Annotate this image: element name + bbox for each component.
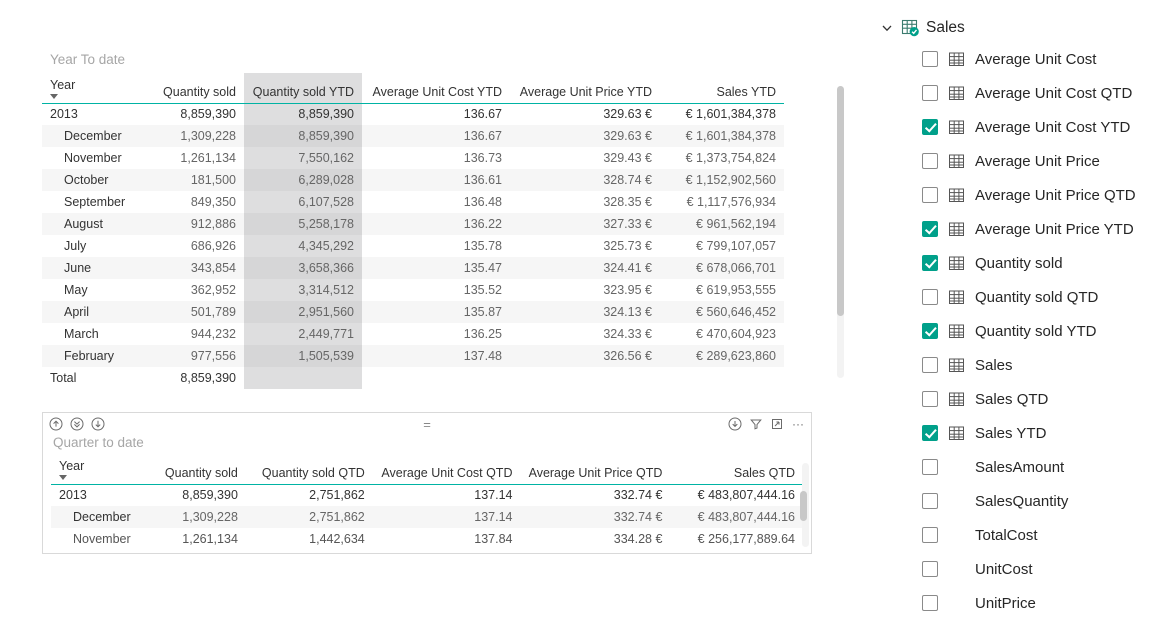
column-header-average-unit-price-ytd[interactable]: Average Unit Price YTD: [510, 73, 660, 103]
field-row-sales-ytd[interactable]: [874, 416, 1176, 450]
qtd-table-body: [51, 484, 803, 550]
cell-average-unit-cost-ytd: 136.67: [463, 107, 502, 122]
qtd-scrollbar-track[interactable]: [802, 463, 809, 547]
field-row-average-unit-cost-ytd[interactable]: [874, 110, 1176, 144]
table-row[interactable]: [51, 528, 803, 550]
cell-average-unit-cost-ytd: 136.48: [463, 195, 502, 209]
field-label: Average Unit Price: [975, 152, 1100, 170]
cell-average-unit-price-ytd: 324.41 €: [603, 261, 652, 275]
field-label: Quantity sold: [975, 254, 1063, 272]
cell-quantity-sold-qtd: 2,751,862: [309, 510, 365, 524]
cell-quantity-sold: 343,854: [190, 261, 236, 275]
row-label: November: [73, 532, 131, 546]
table-row[interactable]: [51, 484, 803, 506]
field-row-average-unit-cost[interactable]: [874, 42, 1176, 76]
cell-quantity-sold-ytd: 8,859,390: [244, 103, 362, 125]
cell-quantity-sold-ytd: 2,449,771: [244, 323, 362, 345]
field-row-unitprice[interactable]: [874, 586, 1176, 620]
cell-average-unit-price-ytd: 324.13 €: [603, 305, 652, 319]
cell-quantity-sold: 1,261,134: [180, 151, 236, 165]
cell-sales-ytd: € 470,604,923: [696, 327, 776, 341]
more-options-icon[interactable]: ···: [792, 417, 804, 431]
field-checkbox[interactable]: [922, 425, 938, 441]
cell-quantity-sold: 1,309,228: [182, 510, 238, 524]
cell-quantity-sold-qtd: 2,751,862: [309, 488, 365, 503]
sort-descending-icon[interactable]: [50, 94, 58, 99]
cell-sales-ytd: € 289,623,860: [696, 349, 776, 363]
drill-down-expand-icon[interactable]: [70, 417, 84, 431]
ytd-table-header: [42, 73, 784, 103]
field-label: Sales YTD: [975, 424, 1047, 442]
cell-average-unit-cost-ytd: 136.22: [463, 217, 502, 231]
measure-icon: [948, 255, 965, 272]
total-quantity-sold: 8,859,390: [180, 371, 236, 385]
field-checkbox[interactable]: [922, 119, 938, 135]
field-row-average-unit-price[interactable]: [874, 144, 1176, 178]
cell-average-unit-cost-ytd: 136.61: [463, 173, 502, 187]
row-label: September: [64, 195, 126, 209]
cell-quantity-sold: 686,926: [190, 239, 236, 253]
measure-icon: [948, 119, 965, 136]
measure-icon: [948, 357, 965, 374]
field-row-average-unit-price-ytd[interactable]: [874, 212, 1176, 246]
fields-table-sales[interactable]: [874, 14, 1176, 42]
visual-title-qtd: Quarter to date: [53, 435, 144, 450]
column-header-quantity-sold-qtd[interactable]: Quantity sold QTD: [246, 454, 373, 484]
table-row[interactable]: [42, 169, 784, 191]
cell-average-unit-cost-qtd: 137.84: [474, 532, 513, 546]
cell-average-unit-price-ytd: 324.33 €: [603, 327, 652, 341]
cell-quantity-sold-ytd: 5,258,178: [244, 213, 362, 235]
drill-up-icon[interactable]: [49, 417, 63, 431]
cell-average-unit-price-ytd: 328.74 €: [603, 173, 652, 187]
cell-quantity-sold: 362,952: [190, 283, 236, 297]
cell-quantity-sold: 849,350: [190, 195, 236, 209]
cell-sales-qtd: € 256,177,889.64: [697, 532, 795, 546]
expand-icon[interactable]: [770, 417, 784, 431]
table-row[interactable]: [42, 103, 784, 125]
column-header-year-label: Year: [59, 458, 85, 473]
ytd-table-wrap: [42, 73, 854, 389]
cell-quantity-sold: 8,859,390: [182, 488, 238, 503]
column-header-year[interactable]: [51, 454, 150, 484]
column-header-year[interactable]: [42, 73, 146, 103]
qtd-table-header: [51, 454, 803, 484]
cell-average-unit-cost-ytd: 135.52: [463, 283, 502, 297]
qtd-matrix-table[interactable]: [51, 454, 803, 550]
table-row[interactable]: [42, 213, 784, 235]
cell-average-unit-price-ytd: 329.43 €: [603, 151, 652, 165]
field-checkbox[interactable]: [922, 221, 938, 237]
cell-sales-ytd: € 1,601,384,378: [685, 107, 776, 122]
field-checkbox[interactable]: [922, 391, 938, 407]
measure-icon: [948, 187, 965, 204]
cell-quantity-sold-ytd: 3,314,512: [244, 279, 362, 301]
field-checkbox[interactable]: [922, 595, 938, 611]
field-row-unitcost[interactable]: [874, 552, 1176, 586]
field-checkbox[interactable]: [922, 289, 938, 305]
total-quantity-sold-ytd: [244, 367, 362, 389]
cell-average-unit-price-ytd: 323.95 €: [603, 283, 652, 297]
table-row[interactable]: [42, 323, 784, 345]
cell-average-unit-cost-ytd: 135.47: [463, 261, 502, 275]
row-label: April: [64, 305, 90, 319]
table-icon: [900, 18, 920, 38]
field-row-sales-qtd[interactable]: [874, 382, 1176, 416]
field-checkbox[interactable]: [922, 187, 938, 203]
field-label: Sales QTD: [975, 390, 1049, 408]
measure-icon: [948, 323, 965, 340]
field-label: Average Unit Cost QTD: [975, 84, 1133, 102]
field-row-sales[interactable]: [874, 348, 1176, 382]
field-label: Average Unit Cost: [975, 50, 1097, 68]
cell-sales-qtd: € 483,807,444.16: [697, 488, 795, 503]
row-label: February: [64, 349, 115, 363]
field-checkbox[interactable]: [922, 255, 938, 271]
field-row-quantity-sold-qtd[interactable]: [874, 280, 1176, 314]
cell-quantity-sold: 501,789: [190, 305, 236, 319]
measure-icon: [948, 51, 965, 68]
focus-mode-icon[interactable]: [728, 417, 742, 431]
column-header-quantity-sold[interactable]: Quantity sold: [150, 454, 245, 484]
field-label: TotalCost: [975, 526, 1038, 544]
cell-sales-ytd: € 961,562,194: [696, 217, 776, 231]
cell-average-unit-cost-ytd: 135.87: [463, 305, 502, 319]
cell-quantity-sold: 977,556: [190, 349, 236, 363]
cell-quantity-sold-ytd: 8,859,390: [244, 125, 362, 147]
cell-average-unit-price-qtd: 332.74 €: [613, 488, 663, 503]
cell-quantity-sold: 8,859,390: [180, 107, 236, 122]
field-checkbox[interactable]: [922, 153, 938, 169]
sort-descending-icon[interactable]: [59, 475, 67, 480]
field-checkbox[interactable]: [922, 527, 938, 543]
field-row-average-unit-price-qtd[interactable]: [874, 178, 1176, 212]
field-label: Average Unit Price YTD: [975, 220, 1134, 238]
field-label: Quantity sold YTD: [975, 322, 1097, 340]
cell-quantity-sold-ytd: 6,289,028: [244, 169, 362, 191]
row-label: May: [64, 283, 88, 297]
cell-quantity-sold-qtd: 1,442,634: [309, 532, 365, 546]
field-label: SalesQuantity: [975, 492, 1069, 510]
field-checkbox[interactable]: [922, 357, 938, 373]
cell-quantity-sold-ytd: 3,658,366: [244, 257, 362, 279]
cell-sales-ytd: € 678,066,701: [696, 261, 776, 275]
total-label: Total: [50, 371, 77, 385]
table-row[interactable]: [51, 506, 803, 528]
visual-title-ytd: Year To date: [50, 52, 126, 67]
row-label: 2013: [50, 107, 78, 122]
row-label: October: [64, 173, 109, 187]
cell-quantity-sold: 181,500: [190, 173, 236, 187]
chevron-down-icon[interactable]: [880, 21, 894, 35]
cell-average-unit-price-ytd: 329.63 €: [603, 107, 652, 122]
field-checkbox[interactable]: [922, 459, 938, 475]
field-checkbox[interactable]: [922, 51, 938, 67]
field-row-average-unit-cost-qtd[interactable]: [874, 76, 1176, 110]
cell-average-unit-cost-ytd: 136.25: [463, 327, 502, 341]
table-row[interactable]: [42, 257, 784, 279]
cell-average-unit-cost-ytd: 137.48: [463, 349, 502, 363]
cell-average-unit-cost-qtd: 137.14: [474, 488, 513, 503]
measure-icon: [948, 221, 965, 238]
table-row[interactable]: [42, 125, 784, 147]
cell-average-unit-price-qtd: 332.74 €: [613, 510, 663, 524]
field-row-totalcost[interactable]: [874, 518, 1176, 552]
cell-quantity-sold: 912,886: [190, 217, 236, 231]
field-label: Average Unit Cost YTD: [975, 118, 1131, 136]
table-row[interactable]: [42, 345, 784, 367]
cell-sales-ytd: € 1,152,902,560: [685, 173, 776, 187]
row-label: December: [73, 510, 131, 524]
cell-sales-qtd: € 483,807,444.16: [697, 510, 795, 524]
column-header-average-unit-price-qtd[interactable]: Average Unit Price QTD: [520, 454, 670, 484]
row-label: November: [64, 151, 122, 165]
field-label: SalesAmount: [975, 458, 1065, 476]
cell-sales-ytd: € 1,601,384,378: [685, 129, 776, 143]
field-label: Quantity sold QTD: [975, 288, 1099, 306]
measure-icon: [948, 153, 965, 170]
cell-average-unit-cost-ytd: 135.78: [463, 239, 502, 253]
cell-sales-ytd: € 619,953,555: [696, 283, 776, 297]
table-total-row[interactable]: [42, 367, 784, 389]
table-row[interactable]: [42, 301, 784, 323]
visual-quarter-to-date[interactable]: [42, 412, 812, 554]
table-row[interactable]: [42, 235, 784, 257]
fields-table-name: Sales: [926, 19, 965, 36]
cell-sales-ytd: € 1,373,754,824: [685, 151, 776, 165]
measure-icon: [948, 85, 965, 102]
cell-average-unit-cost-ytd: 136.67: [463, 129, 502, 143]
column-header-average-unit-cost-ytd[interactable]: Average Unit Cost YTD: [362, 73, 510, 103]
row-label: August: [64, 217, 103, 231]
visual-year-to-date[interactable]: [42, 52, 854, 407]
cell-quantity-sold: 1,261,134: [182, 532, 238, 546]
field-row-salesquantity[interactable]: [874, 484, 1176, 518]
field-label: UnitPrice: [975, 594, 1036, 612]
cell-sales-ytd: € 1,117,576,934: [686, 195, 776, 209]
drill-down-icon[interactable]: [91, 417, 105, 431]
ytd-matrix-table[interactable]: [42, 73, 784, 389]
cell-average-unit-price-ytd: 328.35 €: [603, 195, 652, 209]
fields-pane: [874, 0, 1176, 629]
field-label: Average Unit Price QTD: [975, 186, 1136, 204]
row-label: June: [64, 261, 92, 275]
field-label: Sales: [975, 356, 1013, 374]
cell-sales-ytd: € 799,107,057: [696, 239, 776, 253]
qtd-visual-body: [43, 435, 811, 554]
row-label: July: [64, 239, 87, 253]
cell-average-unit-cost-qtd: 137.14: [474, 510, 513, 524]
cell-average-unit-cost-ytd: 136.73: [463, 151, 502, 165]
column-header-quantity-sold-ytd[interactable]: Quantity sold YTD: [244, 73, 362, 103]
row-label: 2013: [59, 488, 87, 503]
field-checkbox[interactable]: [922, 323, 938, 339]
total-average-unit-cost-ytd: [362, 367, 510, 389]
cell-average-unit-price-ytd: 326.56 €: [603, 349, 652, 363]
field-row-salesamount[interactable]: [874, 450, 1176, 484]
cell-quantity-sold-ytd: 4,345,292: [244, 235, 362, 257]
drill-controls: [49, 417, 105, 431]
table-row[interactable]: [42, 191, 784, 213]
cell-quantity-sold-ytd: 2,951,560: [244, 301, 362, 323]
cell-average-unit-price-ytd: 327.33 €: [603, 217, 652, 231]
cell-average-unit-price-ytd: 329.63 €: [603, 129, 652, 143]
cell-quantity-sold-ytd: 7,550,162: [244, 147, 362, 169]
cell-quantity-sold-ytd: 6,107,528: [244, 191, 362, 213]
row-label: March: [64, 327, 99, 341]
total-average-unit-price-ytd: [510, 367, 660, 389]
field-row-quantity-sold[interactable]: [874, 246, 1176, 280]
visual-header-chrome: [43, 413, 811, 435]
filter-icon[interactable]: [749, 417, 763, 431]
measure-icon: [948, 289, 965, 306]
visual-actions: [728, 417, 805, 431]
column-header-quantity-sold[interactable]: Quantity sold: [146, 73, 244, 103]
table-row[interactable]: [42, 279, 784, 301]
ytd-table-body: [42, 103, 784, 389]
field-row-quantity-sold-ytd[interactable]: [874, 314, 1176, 348]
table-row[interactable]: [42, 147, 784, 169]
measure-icon: [948, 391, 965, 408]
column-header-sales-ytd[interactable]: Sales YTD: [660, 73, 784, 103]
cell-quantity-sold: 1,309,228: [180, 129, 236, 143]
column-header-average-unit-cost-qtd[interactable]: Average Unit Cost QTD: [373, 454, 521, 484]
column-header-sales-qtd[interactable]: Sales QTD: [670, 454, 803, 484]
ytd-scrollbar-thumb[interactable]: [837, 86, 844, 316]
cell-average-unit-price-qtd: 334.28 €: [613, 532, 663, 546]
cell-quantity-sold-ytd: 1,505,539: [244, 345, 362, 367]
total-sales-ytd: [660, 367, 784, 389]
cell-sales-ytd: € 560,646,452: [696, 305, 776, 319]
field-checkbox[interactable]: [922, 85, 938, 101]
measure-icon: [948, 425, 965, 442]
qtd-scrollbar-thumb[interactable]: [800, 491, 807, 521]
visual-drag-handle[interactable]: =: [423, 416, 431, 432]
cell-quantity-sold: 944,232: [190, 327, 236, 341]
field-label: UnitCost: [975, 560, 1033, 578]
field-checkbox[interactable]: [922, 493, 938, 509]
cell-average-unit-price-ytd: 325.73 €: [603, 239, 652, 253]
column-header-year-label: Year: [50, 77, 76, 92]
ytd-scrollbar-track[interactable]: [837, 86, 844, 378]
row-label: December: [64, 129, 122, 143]
field-checkbox[interactable]: [922, 561, 938, 577]
